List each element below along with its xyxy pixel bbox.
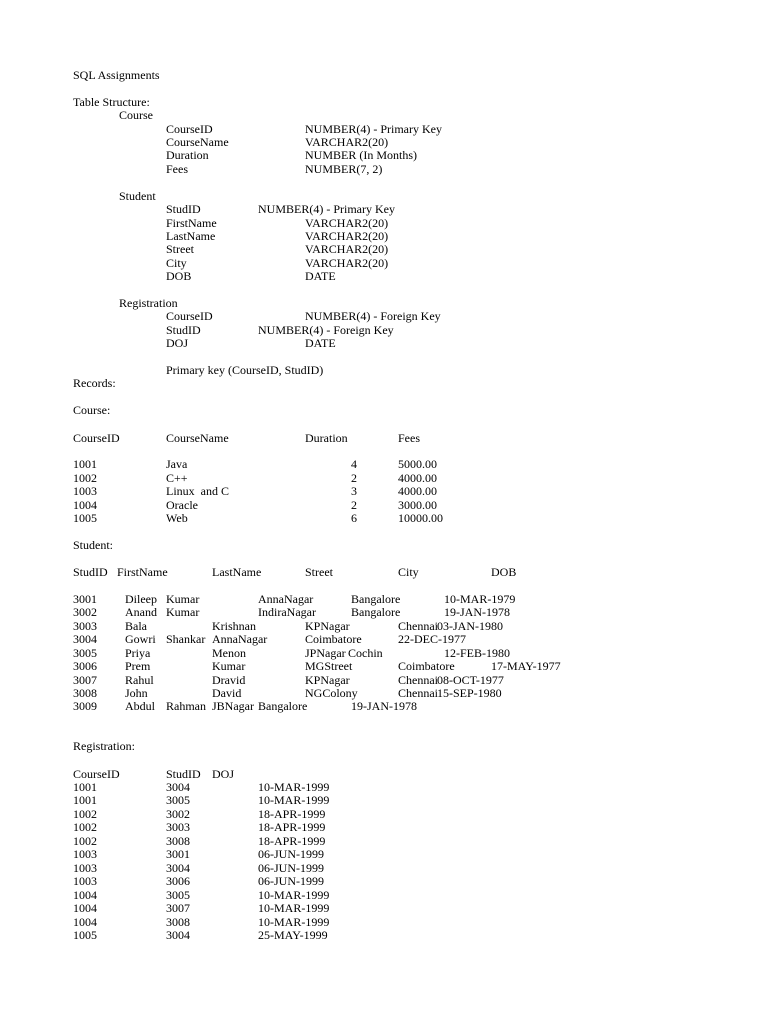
cell: 1004: [73, 901, 97, 916]
cell: Chennai: [398, 673, 438, 687]
cell: 3004: [73, 632, 97, 646]
field-type: NUMBER(4) - Foreign Key: [258, 323, 394, 337]
table-structure-heading: Table Structure:: [73, 95, 150, 109]
cell: AnnaNagar: [258, 592, 314, 606]
cell: 06-JUN-1999: [258, 874, 324, 889]
cell: 2: [351, 498, 357, 512]
cell: 5000.00: [398, 457, 437, 471]
field-type: NUMBER(4) - Foreign Key: [305, 309, 441, 323]
cell: 10-MAR-1999: [258, 914, 330, 929]
field-type: VARCHAR2(20): [305, 135, 389, 149]
cell: 3006: [166, 874, 190, 889]
column-header: StudID: [166, 767, 201, 781]
cell: Dravid: [212, 673, 246, 687]
cell: 3007: [166, 901, 190, 916]
cell: Dileep: [125, 592, 157, 606]
cell: 08-OCT-1977: [437, 673, 504, 687]
field-name: StudID: [166, 202, 201, 216]
cell: 10-MAR-1999: [258, 887, 330, 902]
column-header: DOB: [491, 565, 517, 579]
cell: KPNagar: [305, 673, 350, 687]
field-type: NUMBER(4) - Primary Key: [258, 202, 395, 216]
cell: 3001: [73, 592, 97, 606]
student-structure-title: Student: [119, 189, 156, 203]
field-name: CourseID: [166, 309, 213, 323]
field-name: DOJ: [166, 336, 189, 350]
cell: 10-MAR-1999: [258, 780, 330, 794]
cell: Chennai: [398, 686, 438, 700]
cell: MGStreet: [305, 659, 353, 673]
cell: 1001: [73, 457, 97, 471]
field-name: LastName: [166, 229, 216, 243]
column-header: LastName: [212, 565, 262, 579]
cell: 06-JUN-1999: [258, 847, 324, 862]
cell: 1002: [73, 806, 97, 821]
cell: 1002: [73, 820, 97, 835]
cell: Chennai: [398, 619, 438, 633]
column-header: FirstName: [117, 565, 168, 579]
cell: 4: [351, 457, 357, 471]
cell: 1003: [73, 874, 97, 889]
cell: 1003: [73, 860, 97, 875]
cell: Menon: [212, 646, 246, 660]
column-header: CourseID: [73, 767, 120, 781]
cell: Krishnan: [212, 619, 256, 633]
cell: 1005: [73, 511, 97, 525]
cell: Rahul: [125, 673, 154, 687]
cell: 3001: [166, 847, 190, 862]
field-type: NUMBER(7, 2): [305, 162, 383, 176]
field-type: DATE: [305, 336, 336, 350]
field-type: DATE: [305, 269, 336, 283]
field-name: Duration: [166, 148, 209, 162]
cell: 03-JAN-1980: [437, 619, 503, 633]
field-type: VARCHAR2(20): [305, 256, 389, 270]
cell: 06-JUN-1999: [258, 860, 324, 875]
cell: 10-MAR-1999: [258, 793, 330, 808]
cell: Bangalore: [258, 699, 308, 713]
cell: 12-FEB-1980: [444, 646, 510, 660]
field-name: CourseID: [166, 122, 213, 136]
column-header: Street: [305, 565, 333, 579]
cell: 3009: [73, 699, 97, 713]
column-header: CourseName: [166, 431, 229, 445]
cell: 3004: [166, 927, 190, 942]
field-name: StudID: [166, 323, 201, 337]
cell: Abdul: [125, 699, 155, 713]
cell: 10-MAR-1979: [444, 592, 516, 606]
cell: 3: [351, 484, 357, 498]
cell: 3007: [73, 673, 97, 687]
cell: Coimbatore: [398, 659, 455, 673]
cell: 1004: [73, 887, 97, 902]
primary-key-note: Primary key (CourseID, StudID): [166, 363, 324, 377]
cell: Priya: [125, 646, 151, 660]
cell: JBNagar: [212, 699, 254, 713]
cell: Oracle: [166, 498, 198, 512]
cell: 1001: [73, 793, 97, 808]
cell: Coimbatore: [305, 632, 362, 646]
cell: 6: [351, 511, 357, 525]
cell: 3002: [73, 605, 97, 619]
cell: 1002: [73, 833, 97, 848]
registration-records-heading: Registration:: [73, 739, 135, 753]
field-type: VARCHAR2(20): [305, 242, 389, 256]
cell: 1002: [73, 471, 97, 485]
cell: 3008: [73, 686, 97, 700]
cell: 2: [351, 471, 357, 485]
field-name: Street: [166, 242, 194, 256]
cell: 1003: [73, 847, 97, 862]
cell: David: [212, 686, 242, 700]
cell: 25-MAY-1999: [258, 927, 328, 942]
cell: 3003: [166, 820, 190, 835]
cell: Bangalore: [351, 605, 401, 619]
records-heading: Records:: [73, 376, 116, 390]
cell: 18-APR-1999: [258, 806, 326, 821]
cell: Rahman: [166, 699, 206, 713]
field-type: VARCHAR2(20): [305, 216, 389, 230]
cell: NGColony: [305, 686, 358, 700]
column-header: Duration: [305, 431, 348, 445]
cell: JPNagar: [305, 646, 346, 660]
cell: 4000.00: [398, 484, 437, 498]
cell: 18-APR-1999: [258, 833, 326, 848]
course-structure-title: Course: [119, 108, 153, 122]
cell: Prem: [125, 659, 151, 673]
cell: 22-DEC-1977: [398, 632, 466, 646]
cell: 1003: [73, 484, 97, 498]
cell: 10000.00: [398, 511, 443, 525]
column-header: DOJ: [212, 767, 235, 781]
column-header: Fees: [398, 431, 420, 445]
cell: 3005: [166, 887, 190, 902]
document-title: SQL Assignments: [73, 68, 160, 82]
cell: 3000.00: [398, 498, 437, 512]
cell: 3003: [73, 619, 97, 633]
field-type: NUMBER (In Months): [305, 148, 418, 162]
field-type: VARCHAR2(20): [305, 229, 389, 243]
cell: 3002: [166, 806, 190, 821]
cell: 1004: [73, 498, 97, 512]
field-name: DOB: [166, 269, 192, 283]
cell: 3004: [166, 860, 190, 875]
cell: 3008: [166, 914, 190, 929]
cell: Java: [166, 457, 188, 471]
cell: 3008: [166, 833, 190, 848]
cell: Kumar: [166, 605, 200, 619]
field-name: Fees: [166, 162, 188, 176]
column-header: CourseID: [73, 431, 120, 445]
cell: 3004: [166, 780, 190, 794]
cell: 4000.00: [398, 471, 437, 485]
field-name: CourseName: [166, 135, 229, 149]
cell: AnnaNagar: [212, 632, 268, 646]
cell: 15-SEP-1980: [437, 686, 502, 700]
registration-structure-title: Registration: [119, 296, 178, 310]
cell: Anand: [125, 605, 157, 619]
cell: 18-APR-1999: [258, 820, 326, 835]
cell: Gowri: [125, 632, 156, 646]
cell: Linux and C: [166, 484, 229, 498]
cell: Shankar: [166, 632, 206, 646]
cell: 19-JAN-1978: [351, 699, 417, 713]
cell: C++: [166, 471, 188, 485]
student-records-heading: Student:: [73, 538, 114, 552]
cell: 19-JAN-1978: [444, 605, 510, 619]
cell: John: [125, 686, 148, 700]
field-name: City: [166, 256, 187, 270]
cell: KPNagar: [305, 619, 350, 633]
column-header: StudID: [73, 565, 108, 579]
field-name: FirstName: [166, 216, 217, 230]
cell: 1005: [73, 927, 97, 942]
cell: 3005: [166, 793, 190, 808]
cell: 10-MAR-1999: [258, 901, 330, 916]
cell: Web: [166, 511, 188, 525]
cell: Kumar: [166, 592, 200, 606]
cell: 3006: [73, 659, 97, 673]
cell: 3005: [73, 646, 97, 660]
cell: 1004: [73, 914, 97, 929]
cell: Bangalore: [351, 592, 401, 606]
field-type: NUMBER(4) - Primary Key: [305, 122, 442, 136]
cell: Kumar: [212, 659, 246, 673]
column-header: City: [398, 565, 419, 579]
cell: 17-MAY-1977: [491, 659, 561, 673]
cell: IndiraNagar: [258, 605, 316, 619]
course-records-heading: Course:: [73, 403, 111, 417]
cell: 1001: [73, 780, 97, 794]
cell: Cochin: [348, 646, 383, 660]
cell: Bala: [125, 619, 147, 633]
